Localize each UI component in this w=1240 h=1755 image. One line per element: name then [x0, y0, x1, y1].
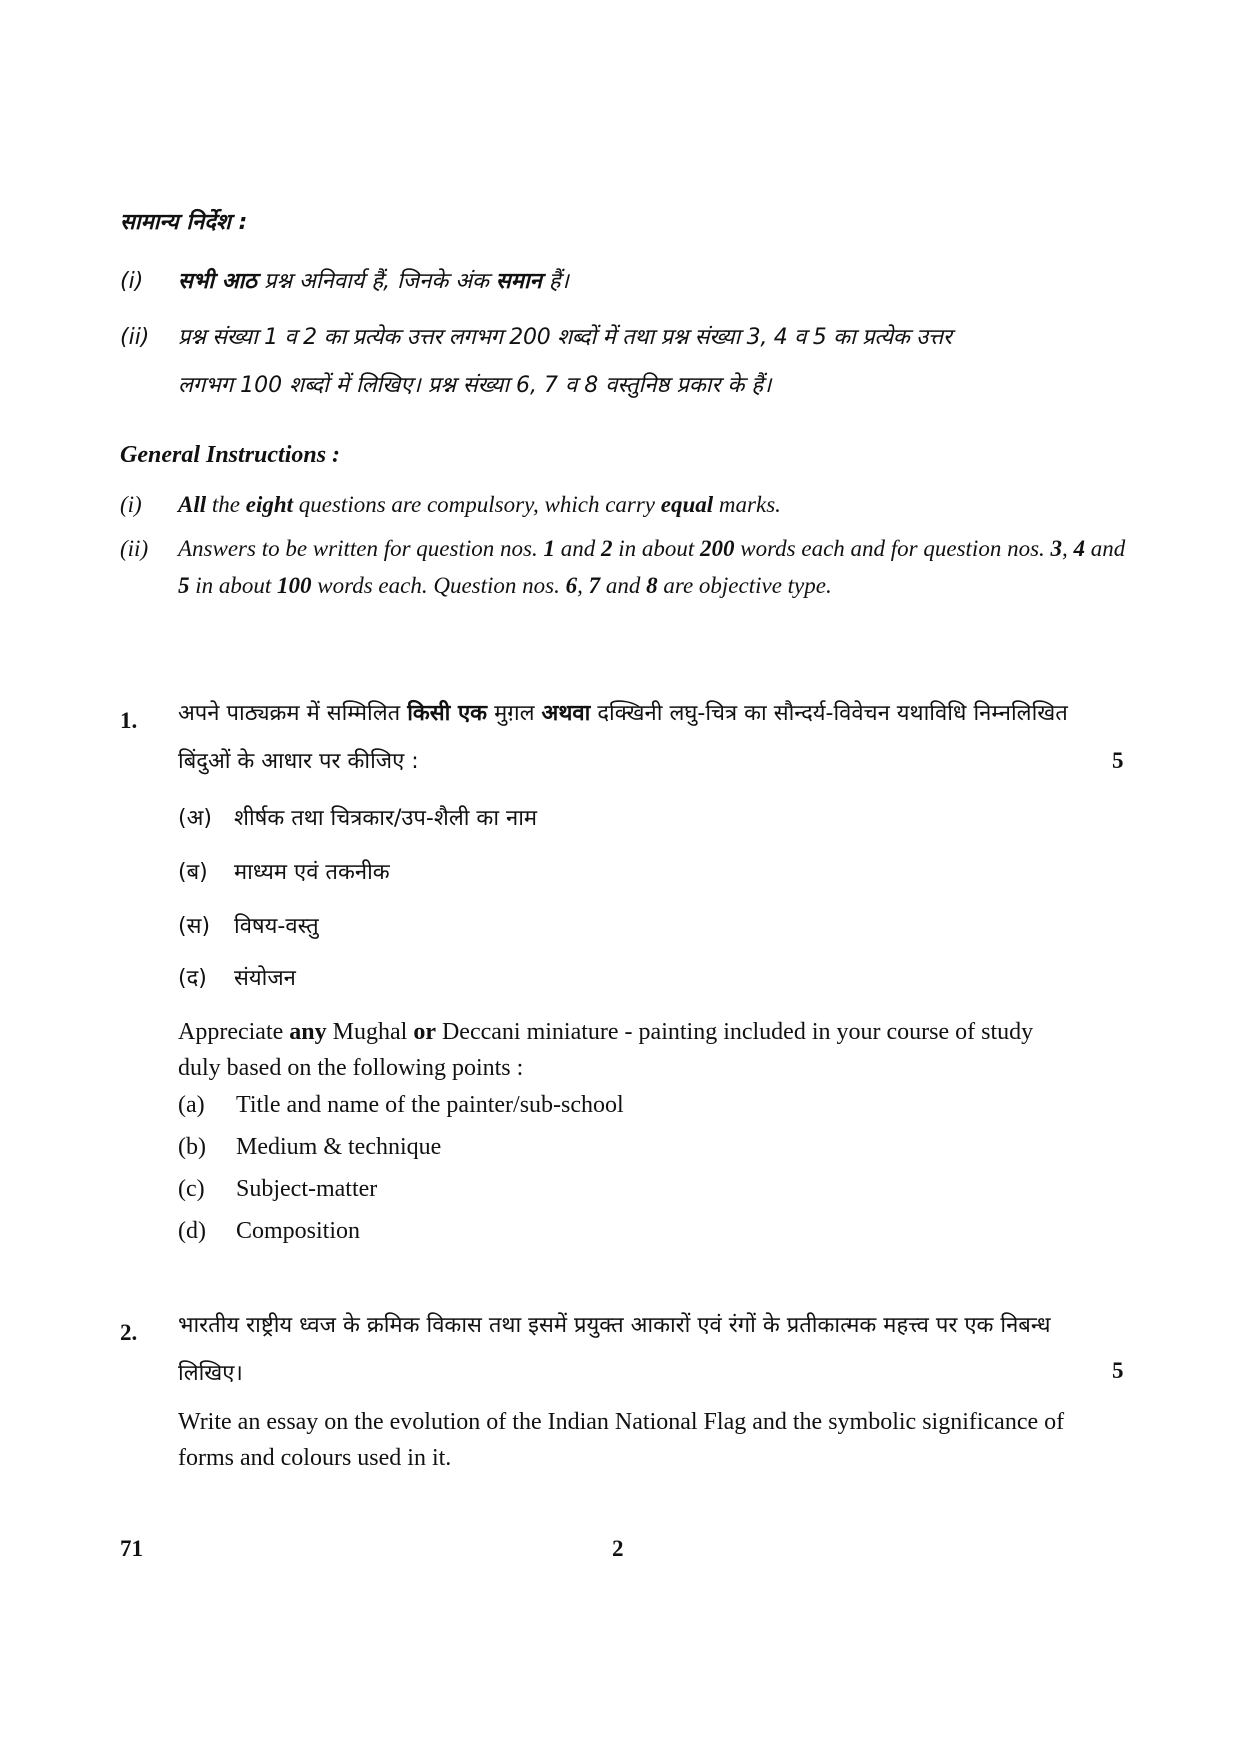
question-1-hindi-point: (द) संयोजन [178, 966, 296, 991]
question-1-english-point: (a) Title and name of the painter/sub-school [178, 1092, 624, 1118]
paper-code: 71 [120, 1536, 143, 1561]
hindi-instruction-2 [120, 314, 1130, 414]
hindi-instructions-heading: सामान्य निर्देश : [120, 210, 248, 235]
question-1-hindi-point: (ब) माध्यम एवं तकनीक [178, 860, 390, 885]
question-1-hindi-text: अपने पाठ्यक्रम में सम्मिलित किसी एक मुग़ल अथवा दक्खिनी लघु-चित्र का सौन्दर्य-विवेचन यथाविधि निम्नलिखित बिंदुओं के आधार पर कीजिए : [178, 701, 1068, 774]
question-2-marks: 5 [1112, 1358, 1124, 1383]
instruction-text: Answers to be written for question nos. 1 and 2 in about 200 words each and for question nos. 3, 4 and 5 in about 100 words each. Question nos. 6, 7 and 8 are objective type. [178, 536, 1126, 598]
question-1-marks: 5 [1112, 748, 1124, 773]
question-2-english-text: Write an essay on the evolution of the Indian National Flag and the symbolic significance of forms and colours used in it. [178, 1409, 1065, 1471]
english-instructions-heading: General Instructions : [120, 442, 341, 468]
instruction-number: (ii) [120, 536, 149, 561]
instruction-number: (ii) [120, 325, 150, 350]
instruction-number: (i) [120, 269, 144, 294]
question-1-hindi-point: (स) विषय-वस्तु [178, 914, 319, 939]
question-1-english-point: (c) Subject-matter [178, 1176, 378, 1202]
instruction-text: सभी आठ प्रश्न अनिवार्य हैं, जिनके अंक समान हैं। [178, 269, 569, 294]
question-2-number: 2. [120, 1320, 138, 1345]
question-1-english-text: Appreciate any Mughal or Deccani miniature - painting included in your course of study duly based on the following points : [178, 1019, 1034, 1081]
instruction-text: प्रश्न संख्या 1 व 2 का प्रत्येक उत्तर लगभग 200 शब्दों में तथा प्रश्न संख्या 3, 4 व 5 का प्रत्येक उत्तर लगभग 100 शब्दों में लिखिए। प्रश्न संख्या 6, 7 व 8 वस्तुनिष्ठ प्रकार के हैं। [178, 325, 952, 398]
question-1-hindi-point: (अ) शीर्षक तथा चित्रकार/उप-शैली का नाम [178, 806, 538, 831]
instruction-number: (i) [120, 492, 142, 517]
question-1-number: 1. [120, 708, 138, 733]
page-number: 2 [612, 1536, 624, 1561]
question-1-english-point: (b) Medium & technique [178, 1134, 442, 1160]
instruction-text: All the eight questions are compulsory, which carry equal marks. [178, 492, 781, 517]
question-2-hindi-text: भारतीय राष्ट्रीय ध्वज के क्रमिक विकास तथा इसमें प्रयुक्त आकारों एवं रंगों के प्रतीकात्मक महत्त्व पर एक निबन्ध लिखिए। [178, 1313, 1051, 1386]
question-1-english-point: (d) Composition [178, 1218, 361, 1244]
